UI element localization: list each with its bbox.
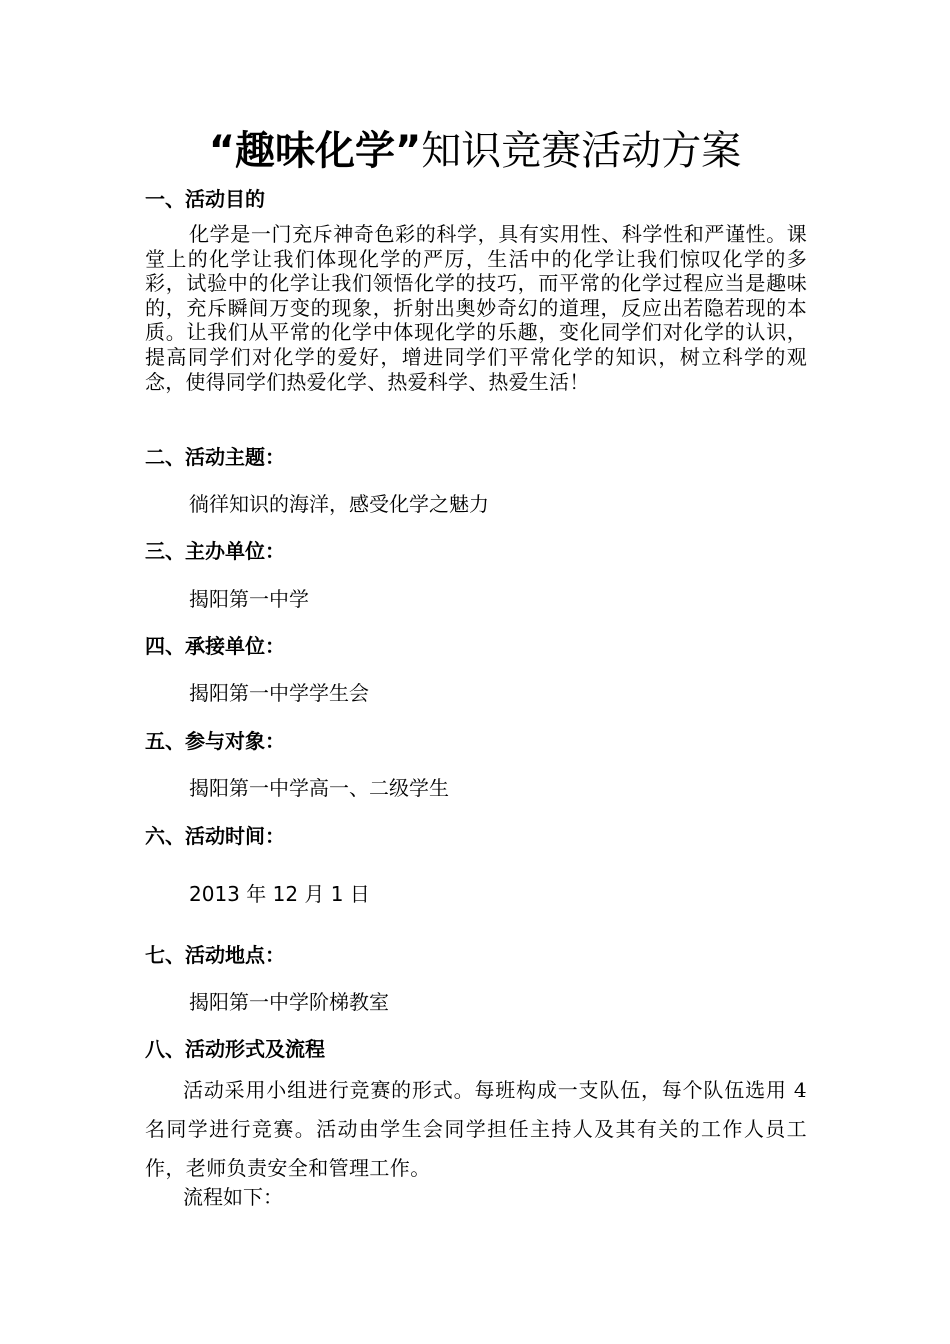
section-body-2: 徜徉知识的海洋，感受化学之魅力 (189, 492, 489, 516)
section-heading-3: 三、主办单位： (145, 539, 285, 563)
section-heading-5: 五、参与对象： (145, 729, 285, 753)
section-heading-1: 一、活动目的 (145, 187, 265, 211)
section-heading-7: 七、活动地点： (145, 943, 285, 967)
section-body-7: 揭阳第一中学阶梯教室 (189, 990, 389, 1014)
flow-label: 流程如下： (183, 1185, 283, 1209)
title-rest: 知识竞赛活动方案 (421, 128, 742, 174)
section-heading-4: 四、承接单位： (145, 634, 285, 658)
section-heading-6: 六、活动时间： (145, 824, 285, 848)
section-body-3: 揭阳第一中学 (189, 587, 309, 611)
section-heading-2: 二、活动主题： (145, 445, 285, 469)
section-body-1: 化学是一门充斥神奇色彩的科学，具有实用性、科学性和严谨性。课堂上的化学让我们体现化学的严厉，生活中的化学让我们惊叹化学的多彩，试验中的化学让我们领悟化学的技巧，而平常的化学过程应当是趣味的，充斥瞬间万变的现象，折射出奥妙奇幻的道理，反应出若隐若现的本质。让我们从平常的化学中体现化学的乐趣，变化同学们对化学的认识，提高同学们对化学的爱好，增进同学们平常化学的知识，树立科学的观念，使得同学们热爱化学、热爱科学、热爱生活！ (145, 222, 807, 394)
section-heading-8: 八、活动形式及流程 (145, 1037, 325, 1061)
section-body-4: 揭阳第一中学学生会 (189, 681, 369, 705)
section-body-5: 揭阳第一中学高一、二级学生 (189, 776, 449, 800)
page-title (0, 124, 950, 178)
section-body-6: 2013 年 12 月 1 日 (189, 882, 370, 906)
section-body-8: 活动采用小组进行竞赛的形式。每班构成一支队伍，每个队伍选用 4 名同学进行竞赛。活动由学生会同学担任主持人及其有关的工作人员工作，老师负责安全和管理工作。 (145, 1078, 807, 1180)
title-quoted: “趣味化学” (208, 128, 422, 174)
